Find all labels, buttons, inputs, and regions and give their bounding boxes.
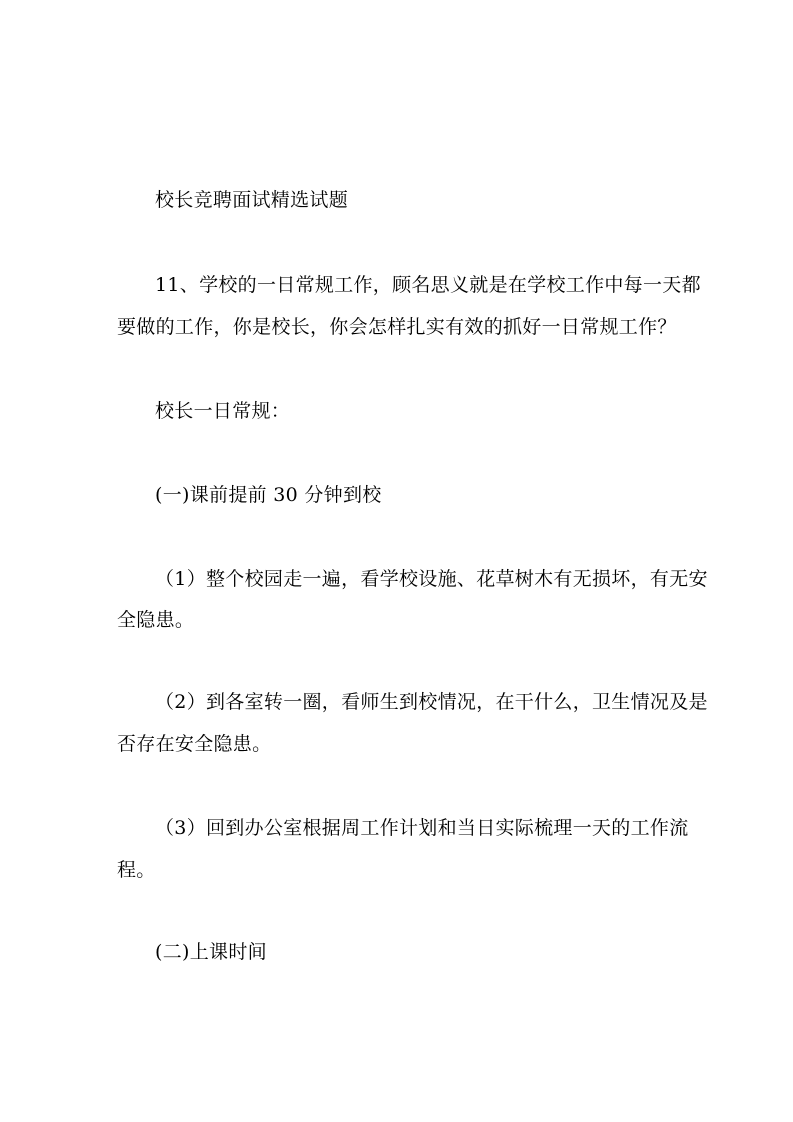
- section-1-heading: (一)课前提前 30 分钟到校: [155, 484, 382, 506]
- question-line-1: 11、学校的一日常规工作，顾名思义就是在学校工作中每一天都: [155, 274, 701, 296]
- document-title: 校长竞聘面试精选试题: [155, 189, 349, 211]
- routine-heading: 校长一日常规：: [155, 400, 291, 422]
- item-1-line-1: （1）整个校园走一遍，看学校设施、花草树木有无损坏，有无安: [155, 568, 708, 590]
- item-2-line-1: （2）到各室转一圈，看师生到校情况，在干什么，卫生情况及是: [155, 691, 708, 713]
- item-3-line-2: 程。: [117, 859, 156, 881]
- item-2-line-2: 否存在安全隐患。: [117, 733, 272, 755]
- section-2-heading: (二)上课时间: [155, 941, 267, 963]
- question-line-2: 要做的工作，你是校长，你会怎样扎实有效的抓好一日常规工作？: [117, 316, 677, 338]
- item-3-line-1: （3）回到办公室根据周工作计划和当日实际梳理一天的工作流: [155, 817, 689, 839]
- item-1-line-2: 全隐患。: [117, 609, 195, 631]
